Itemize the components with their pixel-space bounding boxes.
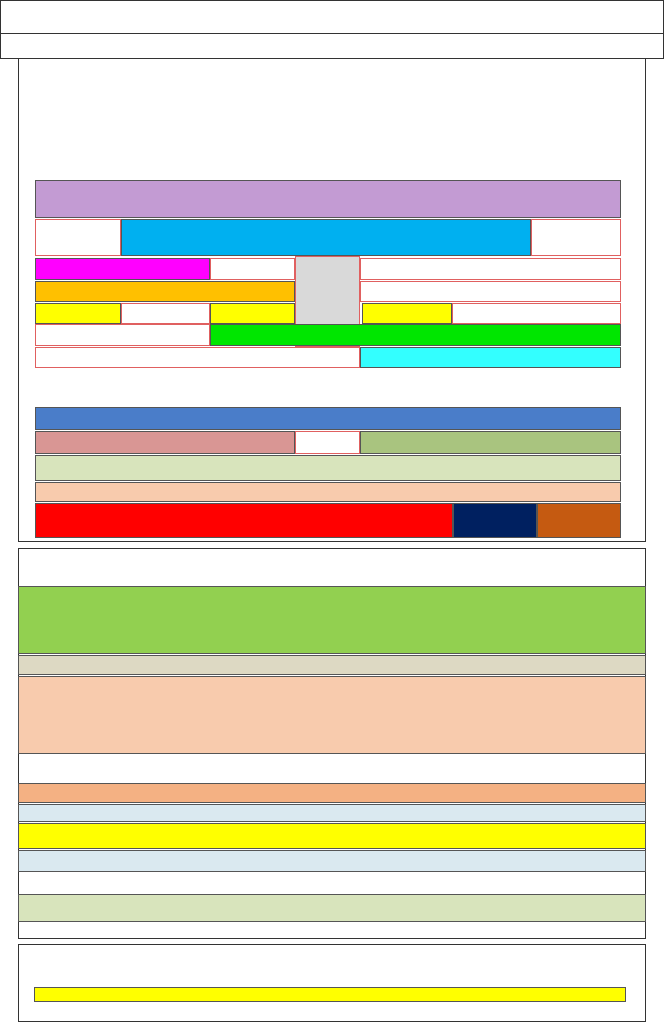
crowbar-row: [18, 823, 646, 849]
comp-portugos: [35, 281, 295, 302]
trevino-row: [18, 894, 646, 922]
grid-cell: [35, 324, 210, 346]
comp-conference: [35, 407, 621, 430]
prize-fund: [18, 946, 646, 964]
mikey-row: [18, 783, 646, 803]
grid-cell: [295, 431, 360, 454]
comp-bigoss: [35, 180, 621, 218]
amp-1: [18, 804, 646, 822]
crowhurst-block: [18, 676, 646, 754]
comp-concessionaires: [35, 503, 453, 538]
whats-new-heading: [18, 552, 646, 584]
grid-cell: [121, 303, 210, 324]
comp-extros-1: [35, 303, 121, 324]
comp-crowbar: [360, 431, 621, 454]
comp-extros-3: [362, 303, 452, 324]
comp-ie-classic: [35, 258, 210, 280]
grid-cell: [210, 258, 295, 280]
amp-2: [18, 873, 646, 893]
grid-cell: [452, 303, 621, 324]
also-continuing: [18, 762, 646, 782]
comp-concessionaires-final: [537, 503, 621, 538]
page-title: [0, 0, 664, 34]
comp-nearest-pin: [35, 482, 621, 502]
grid-cell: [531, 219, 621, 256]
comp-crowhurst: [121, 219, 531, 256]
comp-mikey: [35, 431, 295, 454]
best-stapleford-row: [18, 850, 646, 872]
grid-cell: [360, 281, 621, 302]
comp-extros-2: [210, 303, 295, 324]
entry-fee: [18, 966, 646, 984]
comp-three-dayos: [360, 347, 621, 368]
grid-cell: [35, 219, 121, 256]
grid-cell: [360, 258, 621, 280]
comp-trevino: [453, 503, 537, 538]
comp-par5: [35, 455, 621, 481]
page-subtitle: [0, 33, 664, 59]
and-text: [18, 655, 646, 675]
prizes-footer: [18, 1004, 646, 1018]
nearest-pin-footer: [34, 987, 626, 1002]
par5-block: [18, 586, 646, 654]
comp-major-major: [210, 324, 621, 346]
grid-cell: [35, 347, 360, 368]
